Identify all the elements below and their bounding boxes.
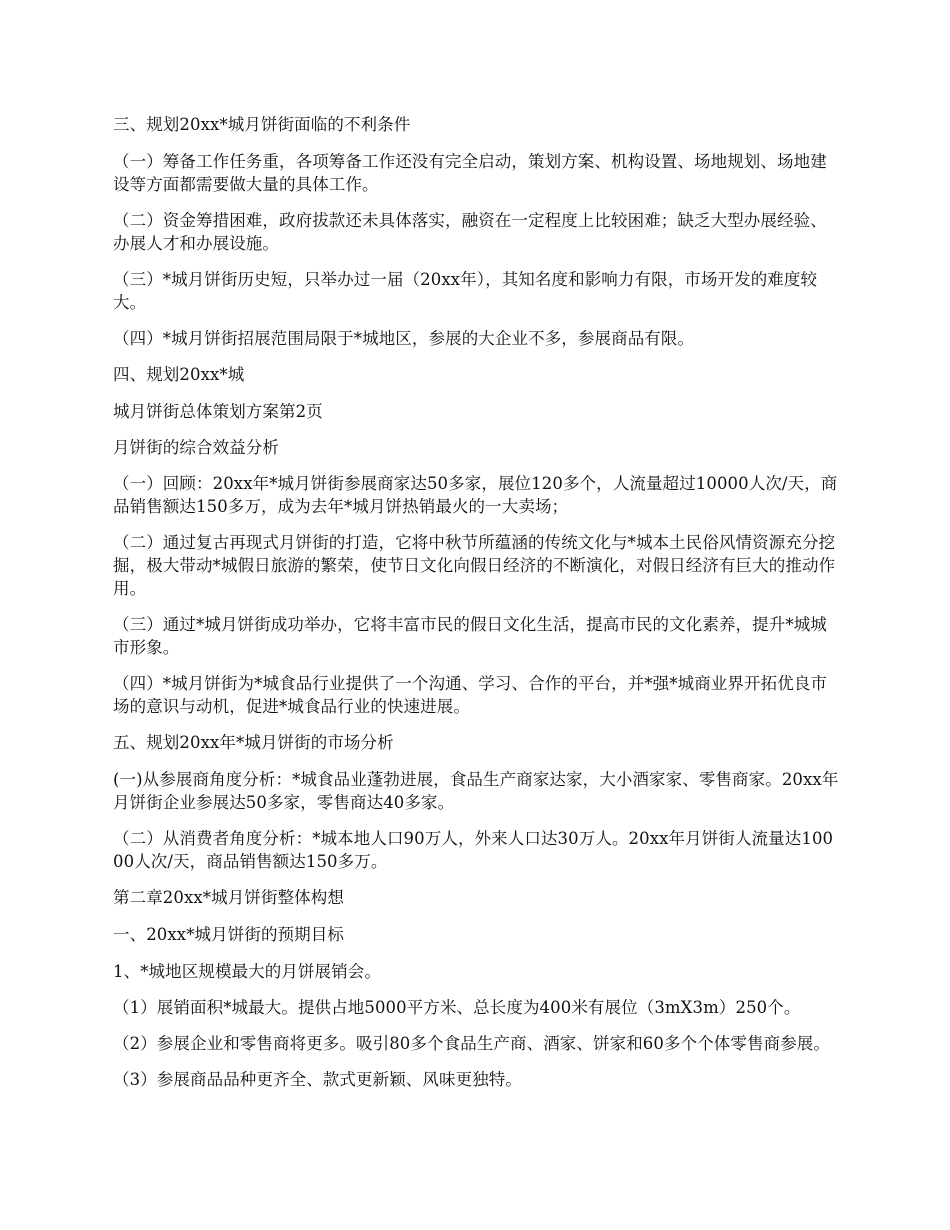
chapter-heading: 第二章20xx*城月饼街整体构想 xyxy=(113,888,344,907)
paragraph: （二）资金筹措困难，政府拔款还未具体落实，融资在一定程度上比较困难；缺乏大型办展经验、办展人才和办展设施。 xyxy=(113,211,827,253)
paragraph: （二）通过复古再现式月饼街的打造，它将中秋节所蕴涵的传统文化与*城本土民俗风情资源充分挖掘，极大带动*城假日旅游的繁荣，使节日文化向假日经济的不断演化，对假日经济有巨大的推动作用。 xyxy=(113,533,836,598)
section-heading-5: 五、规划20xx年*城月饼街的市场分析 xyxy=(113,733,394,752)
list-item: （3）参展商品品种更齐全、款式更新颖、风味更独特。 xyxy=(113,1070,522,1089)
list-item: （2）参展企业和零售商将更多。吸引80多个食品生产商、酒家、饼家和60多个个体零售商参展。 xyxy=(113,1034,830,1053)
page-footer-text: 城月饼街总体策划方案第2页 xyxy=(113,402,323,421)
list-item: 1、*城地区规模最大的月饼展销会。 xyxy=(113,962,381,981)
paragraph: （二）从消费者角度分析：*城本地人口90万人，外来人口达30万人。20xx年月饼街人流量达10000人次/天，商品销售额达150多万。 xyxy=(113,829,834,871)
section-heading-1: 一、20xx*城月饼街的预期目标 xyxy=(113,925,344,944)
section-heading-3: 三、规划20xx*城月饼街面临的不利条件 xyxy=(113,115,411,134)
paragraph: （三）*城月饼街历史短，只举办过一届（20xx年），其知名度和影响力有限，市场开发的难度较大。 xyxy=(113,270,818,312)
paragraph: （三）通过*城月饼街成功举办，它将丰富市民的假日文化生活，提高市民的文化素养，提升*城城市形象。 xyxy=(113,615,827,657)
paragraph: （四）*城月饼街为*城食品行业提供了一个沟通、学习、合作的平台，并*强*城商业界开拓优良市场的意识与动机，促进*城食品行业的快速进展。 xyxy=(113,674,827,716)
section-heading-4: 四、规划20xx*城 xyxy=(113,365,245,384)
list-item: （1）展销面积*城最大。提供占地5000平方米、总长度为400米有展位（3mX3m）250个。 xyxy=(113,998,801,1017)
paragraph: （四）*城月饼街招展范围局限于*城地区，参展的大企业不多，参展商品有限。 xyxy=(113,329,695,348)
paragraph: (一)从参展商角度分析：*城食品业蓬勃进展，食品生产商家达家，大小酒家家、零售商家。20xx年月饼街企业参展达50多家，零售商达40多家。 xyxy=(113,770,839,812)
paragraph: （一）回顾：20xx年*城月饼街参展商家达50多家，展位120多个，人流量超过10000人次/天，商品销售额达150多万，成为去年*城月饼热销最火的一大卖场； xyxy=(113,474,838,516)
paragraph: （一）筹备工作任务重，各项筹备工作还没有完全启动，策划方案、机构设置、场地规划、场地建设等方面都需要做大量的具体工作。 xyxy=(113,152,827,194)
section-heading-continued: 月饼街的综合效益分析 xyxy=(113,438,279,457)
